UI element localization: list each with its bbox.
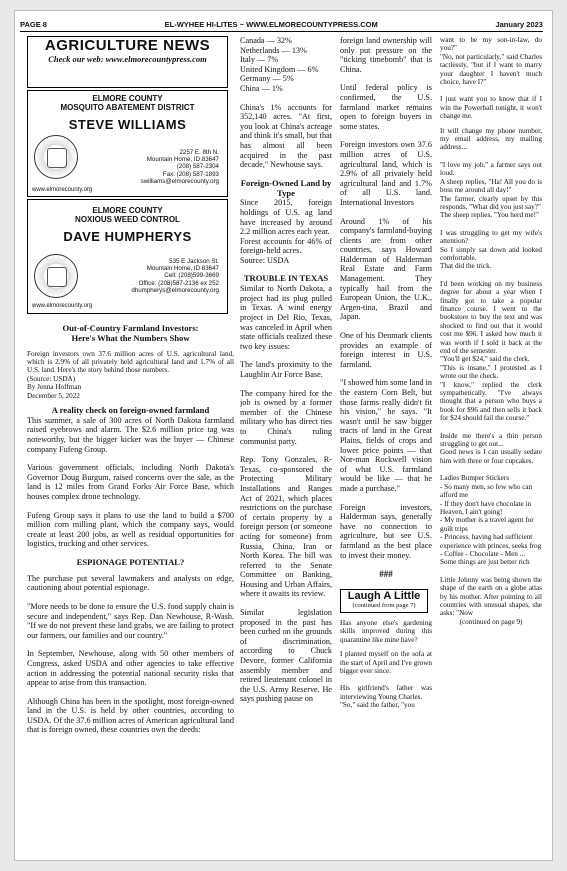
subhead-foreign-owned: Foreign-Owned Land by Type	[240, 177, 332, 198]
list-item: Germany — 5%	[240, 74, 294, 84]
paragraph: Forest accounts for 46% of foreign-held acres.	[240, 236, 332, 256]
paragraph: One of his Denmark clients provides an example of foreign interest in U.S. farmland.	[340, 331, 432, 369]
paragraph: Although China has been in the spotlight, most foreign-owned land in the U.S. is held by other countries, according to USDA. Of the 37.6 million acres of American agricultural land that is foreign owned, these countries own the deeds:	[27, 696, 234, 735]
joke: The sheep replies, "You herd me!"	[440, 211, 539, 220]
masthead: EL-WYHEE HI-LITES ~ WWW.ELMORECOUNTYPRESS.COM	[164, 19, 378, 29]
paragraph: foreign land ownership will only put pressure on the "ticking timebomb" that is China.	[340, 36, 432, 74]
section-subtitle: Check our web: www.elmorecountypress.com	[48, 53, 207, 64]
end-mark: ###	[379, 569, 393, 580]
header-rule	[20, 31, 543, 32]
joke: Has anyone else's gardening skills improved during this quarantine like mine have?	[340, 618, 432, 644]
ad-line-2: MOSQUITO ABATEMENT DISTRICT	[60, 103, 195, 112]
ad-contact-name: DAVE HUMPHERYS	[63, 229, 192, 244]
county-seal-icon	[34, 135, 78, 179]
paragraph: "More needs to be done to ensure the U.S. food supply chain is secure and independent," says Rep. Dan Newhouse, R-Wash. "If we do not prevent these land grabs, we are failing to protect our farmers, our families and our country."	[27, 601, 234, 640]
list-item: - Coffee - Chocolate - Men ... Some things are just better rich	[440, 549, 530, 567]
paragraph: In September, Newhouse, along with 50 other members of Congress, asked USDA and other agencies to take effective action in addressing the potential national security risks that appear to arise from this transaction.	[27, 649, 234, 688]
article-date: December 5, 2022	[27, 391, 80, 400]
paragraph: Rep. Tony Gonzales, R-Texas, co-sponsored the Protecting Military Installations and Ranges Act of 2021, which places restrictions on the purchase of certain property by a foreign person (or someone acting for someone) from Russia, China, Iran or North Korea. The bill was referred to the Senate Committee on Banking, Housing and Urban Affairs, where it awaits its review.	[240, 455, 332, 599]
list-item: Italy — 7%	[240, 55, 279, 65]
ad-line-2: NOXIOUS WEED CONTROL	[75, 215, 180, 224]
joke: "You'll get $24," said the clerk.	[440, 355, 530, 364]
article-byline: By Jenna Hoffman	[27, 383, 82, 392]
list-item: - My mother is a travel agent for guilt trips	[440, 516, 534, 533]
column-4	[440, 36, 542, 626]
ad-address: 535 E Jackson St. Mountain Home, ID 83647 Cell: (208)599-3669 Office: (208)587-2136 ex 252 dhumpherys@elmorecounty.org	[131, 258, 219, 294]
article-title: Out-of-Country Farmland Investors: Here's What the Numbers Show	[62, 323, 199, 343]
paragraph: Foreign investors own 37.6 million acres of U.S. agricultural land, which is 2.9% of all privately held agricultural land and 1.7% of all U.S. land. International Investors	[340, 140, 432, 207]
joke: It will change my phone number, my email address, my mailing address...	[440, 126, 542, 152]
joke: "I know," replied the clerk sympathetically. "I've always thought that a person who buys a book for $96 and then sells it back for $24 should fail the course."	[440, 380, 542, 423]
laugh-a-little-box	[340, 589, 428, 613]
agriculture-news-box	[27, 36, 228, 88]
list-item: - So many men, so few who can afford me	[440, 482, 533, 500]
paragraph: The land's proximity to the Laughlin Air Force Base.	[240, 360, 332, 380]
paragraph: Similar to North Dakota, a project had its plug pulled in Texas. A wind energy project in Del Rio, Texas, was canceled in April when state officials realized these two key issues:	[240, 284, 332, 351]
joke: "I love my job," a farmer says out loud.	[440, 160, 542, 178]
joke: A sheep replies, "Ha! All you do is boss me around all day!"	[440, 177, 542, 195]
list-item: United Kingdom — 6%	[240, 64, 319, 74]
mosquito-ad	[27, 90, 228, 197]
joke: So I simply sat down and looked comfortable.	[440, 245, 542, 262]
column-1	[27, 36, 234, 735]
joke-heading: Ladies Bumper Stickers	[440, 474, 510, 483]
joke: Good news is I can usually sedate him with three or four cupcakes.	[440, 448, 542, 465]
joke: I just want you to know that if I win the Powerball tonight, it won't change me.	[440, 95, 542, 121]
joke: "This is insane," I protested as I wrote out the check.	[440, 363, 542, 381]
paragraph: Various government officials, including North Dakota's Governor Doug Burgum, raised concerns over the sale, as the land is 12 miles from Grand Forks Air Force Base, which houses complex drone technology.	[27, 463, 234, 501]
column-2	[240, 36, 332, 704]
list-item: Canada — 32%	[240, 36, 292, 45]
list-item: China — 1%	[240, 83, 283, 93]
paragraph: Foreign investors, Halderman says, generally have no connection to agriculture, but see U.S. farmland as the best place to invest their money.	[340, 502, 432, 560]
ad-website: www.elmorecounty.org	[32, 187, 93, 193]
subhead-reality-check: A reality check on foreign-owned farmland	[51, 405, 210, 416]
joke: "No, not particularly," said Charles tactlessly, "but if I want to marry your daughter I haven't much choice, have I?"	[440, 52, 542, 87]
column-3	[340, 36, 432, 710]
list-item: Netherlands — 13%	[240, 45, 307, 55]
paragraph: Similar legislation proposed in the past has been curbed on the grounds of discrimination, according to Chuck Devore, former California assembly member and retired lieutenant colonel in the U.S. Army Reserve. He says pushing pause on	[240, 608, 332, 704]
joke: want to be my son-in-law, do you?"	[440, 36, 542, 53]
paragraph: This summer, a sale of 300 acres of North Dakota farmland raised eyebrows and alarm. The $2.6 million price tag was noteworthy, but the bigger kicker was the buyer — Chinese company Fufeng Group.	[27, 415, 234, 454]
subhead-espionage: ESPIONAGE POTENTIAL?	[76, 556, 185, 567]
joke: His girlfriend's father was interviewing Young Charles.	[340, 684, 432, 701]
ad-line-1: ELMORE COUNTY	[92, 94, 163, 103]
article-intro: Foreign investors own 37.6 million acres of U.S. agricultural land, which is 2.9% of all privately held agricultural land and 1.7% of all U.S. land. Here's the story behind those numbers.	[27, 349, 234, 375]
joke: I was struggling to get my wife's attention?	[440, 228, 542, 246]
joke: That did the trick.	[440, 262, 492, 271]
article-source: (Source: USDA)	[27, 374, 76, 383]
county-seal-icon	[34, 254, 78, 298]
paragraph: "I showed him some land in the eastern Corn Belt, but those farms really didn't fit his vision," he says. "It wasn't until he saw bigger tracts of land in the Great Plains, fields of crops and lower price points — that Nor-man Rockwell vision of what U.S. farmland would be like — that he made a purchase."	[340, 378, 432, 493]
paragraph: The company hired for the job is owned by a former member of the Chinese military who has direct ties to China's ruling communist party.	[240, 388, 332, 446]
country-list	[240, 36, 332, 94]
paragraph: The purchase put several lawmakers and analysts on edge, cautioning about potential espionage.	[27, 573, 234, 593]
ad-website: www.elmorecounty.org	[32, 303, 93, 309]
joke: I planted myself on the sofa at the start of April and I've grown bigger ever since.	[340, 650, 432, 675]
paragraph: Around 1% of his company's farmland-buying clients are from other countries, says Howard Halderman of Halderman Real Estate and Farm Management. They typically hail from the European Union, the U.K., Argen-tina, Brazil and Japan.	[340, 216, 432, 322]
ad-address: 2257 E. 8th N. Mountain Home, ID 83647 (208) 587-2304 Fax: (208) 587-1893 swilliams@elmorecounty.org	[140, 149, 219, 185]
joke: Little Johnny was being shown the shape of the earth on a globe atlas by his mother. After pointing to all countries with unusual shapes, she asks: "Now	[440, 575, 542, 618]
laugh-subtitle: (continued from page 7)	[352, 602, 416, 610]
subhead-trouble-texas: TROUBLE IN TEXAS	[243, 273, 329, 284]
joke: "So," said the father, "you	[340, 701, 415, 710]
paragraph: China's 1% accounts for 352,140 acres. "At first, you look at China's acreage and think it's small, but that has almost all been acquired in the past decade," Newhouse says.	[240, 102, 332, 170]
list-item: - If they don't have chocolate in Heaven, I ain't going!	[440, 499, 532, 516]
joke: The farmer, clearly upset by this responds, "What did you just say?"	[440, 194, 542, 211]
continued-note: (continued on page 9)	[459, 617, 523, 626]
joke: I'd been working on my business degree for about a year when I finally got to take a popular finance course. I went to the bookstore to buy the text and was shocked to find out that it would cost me $96. I asked how much it was worth if I sold it back at the end of the semester.	[440, 279, 542, 355]
sticker-list	[440, 483, 542, 567]
joke: Inside me there's a thin person struggling to get out...	[440, 431, 542, 449]
source-line: Source: USDA	[240, 255, 290, 265]
ad-contact-name: STEVE WILLIAMS	[68, 117, 187, 132]
page-header	[20, 18, 543, 30]
weed-control-ad	[27, 199, 228, 314]
section-title: AGRICULTURE NEWS	[44, 37, 211, 54]
ad-line-1: ELMORE COUNTY	[92, 206, 163, 215]
paragraph: Fufeng Group says it plans to use the land to build a $700 million corn milling plant, which the company says, would create at least 200 jobs, as well as residual opportunities for logistics, trucking and other services.	[27, 510, 234, 549]
page-number: PAGE 8	[20, 19, 47, 29]
paragraph: Until federal policy is confirmed, the U.S. farmland market remains open to foreign buyers in some states.	[340, 83, 432, 131]
list-item: - Princess, having had sufficient experience with princes, seeks frog	[440, 533, 542, 550]
issue-date: January 2023	[495, 19, 543, 29]
paragraph: Since 2015, foreign holdings of U.S. ag land have increased by around 2.2 million acres each year.	[240, 198, 332, 237]
laugh-title: Laugh A Little	[347, 589, 421, 602]
